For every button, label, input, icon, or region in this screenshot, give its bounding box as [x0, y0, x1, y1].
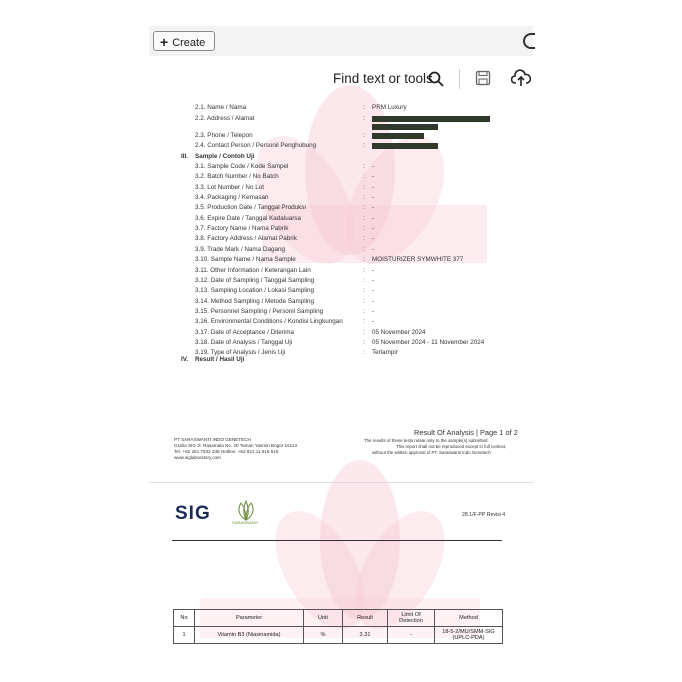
form-code: 28.1/F-PP Revisi 4 [462, 512, 506, 518]
company-phone: Tel. +62 251 7532 348 Hotline. +62 821 11 516 516 [174, 449, 279, 454]
header-rule [172, 540, 502, 541]
cell-no: 1 [174, 627, 195, 644]
sample-field-value: - [372, 245, 375, 253]
colon: : [363, 183, 365, 191]
sample-field-label: 3.18. Date of Analysis / Tanggal Uji [195, 338, 293, 346]
colon: : [363, 115, 365, 122]
company-name: PT SARASWANTI INDO GENETECH [174, 437, 251, 442]
toolbar-divider [459, 69, 460, 89]
colon: : [363, 173, 365, 181]
cloud-upload-icon[interactable] [511, 69, 531, 87]
sample-field-value: 05 November 2024 [372, 328, 426, 336]
colon: : [363, 256, 365, 264]
sample-field-label: 3.6. Expire Date / Tanggal Kadaluarsa [195, 214, 301, 222]
sample-field-value: - [372, 266, 375, 274]
sample-field-label: 3.1. Sample Code / Kode Sampel [195, 163, 289, 170]
sample-field-value: - [372, 173, 375, 181]
company-address: Graha SIG Jl. Rasamala No. 20 Taman Yasmin Bogor 16113 [174, 443, 297, 448]
section-title: Sample / Contoh Uji [195, 153, 255, 160]
col-method: Method [435, 610, 503, 627]
sample-field-value: - [372, 297, 375, 305]
search-icon[interactable] [428, 71, 444, 87]
sample-field-value: - [372, 214, 375, 222]
col-unit: Unit [304, 610, 343, 627]
colon: : [363, 297, 365, 305]
sample-field-label: 3.12. Date of Sampling / Tanggal Sampling [195, 276, 315, 284]
colon: : [363, 194, 365, 202]
company-website: www.siglaboratory.com [174, 455, 221, 460]
colon: : [363, 349, 365, 357]
footer-note: This report shall not be reproduced except in full context, [396, 444, 507, 449]
results-table [173, 609, 503, 644]
sample-field-value: - [372, 276, 375, 284]
sample-field-label: 3.19. Type of Analysis / Jenis Uji [195, 349, 286, 357]
colon: : [363, 214, 365, 222]
sample-field-value: - [372, 163, 375, 170]
colon: : [363, 338, 365, 346]
sample-field-label: 3.4. Packaging / Kemasan [195, 194, 269, 202]
cell-unit: % [304, 627, 343, 644]
sample-field-label: 3.10. Sample Name / Nama Sample [195, 256, 296, 264]
create-label: Create [172, 37, 206, 49]
col-parameter: Parameter [195, 610, 304, 627]
colon: : [363, 142, 365, 149]
footer-note: The results of these tests relate only to the sample(s) submitted. [364, 438, 489, 443]
profile-icon[interactable] [523, 33, 535, 49]
sample-field-value: 05 November 2024 - 11 November 2024 [372, 338, 485, 346]
colon: : [363, 132, 365, 139]
sample-field-label: 3.13. Sampling Location / Lokasi Sampling [195, 287, 315, 295]
colon: : [363, 307, 365, 315]
colon: : [363, 276, 365, 284]
cell-method: 18-5-2/MU/SMM-SIG (UPLC-PDA) [435, 627, 503, 644]
page-footer-title: Result Of Analysis | Page 1 of 2 [414, 428, 518, 437]
plus-icon: + [160, 34, 169, 50]
field-name: 2.1. Name / Nama [195, 104, 247, 111]
sample-field-value: - [372, 307, 375, 315]
col-lod: Limit Of Detection [388, 610, 435, 627]
save-icon[interactable] [475, 70, 491, 86]
saraswanti-label: SARASWANTI [232, 520, 259, 525]
cell-result: 3.31 [343, 627, 388, 644]
col-result: Result [343, 610, 388, 627]
colon: : [363, 266, 365, 274]
redacted-phone [372, 133, 424, 139]
find-text-label[interactable]: Find text or tools [333, 71, 433, 86]
sample-field-value: - [372, 194, 375, 202]
section-number: IV. [181, 356, 189, 363]
sample-field-value: - [372, 287, 375, 295]
sample-field-value: - [372, 225, 375, 233]
page-separator [149, 482, 533, 483]
redacted-contact [372, 143, 438, 149]
create-button[interactable] [153, 31, 215, 51]
sample-field-label: 3.15. Personnel Sampling / Personil Sampling [195, 307, 324, 315]
sample-field-label: 3.3. Lot Number / No Lot [195, 183, 264, 191]
col-no: No [174, 610, 195, 627]
sample-field-label: 3.7. Factory Name / Nama Pabrik [195, 225, 289, 233]
redacted-address [372, 116, 490, 122]
colon: : [363, 287, 365, 295]
field-name-value: PRM Luxury [372, 104, 407, 111]
sample-field-value: - [372, 235, 375, 243]
colon: : [363, 204, 365, 212]
footer-note: without the written approval of PT. Saraswanti Indo Genetech [372, 450, 491, 455]
cell-parameter: Vitamin B3 (Niasinamida) [195, 627, 304, 644]
table-row [174, 627, 503, 644]
section-number: III. [181, 153, 188, 160]
secondary-toolbar [149, 58, 533, 100]
watermark-band [262, 205, 487, 263]
sample-field-value: - [372, 204, 375, 212]
field-contact: 2.4. Contact Person / Personil Penghubung [195, 142, 317, 149]
sample-field-value: Terlampir [372, 349, 398, 357]
colon: : [363, 163, 365, 170]
sample-field-label: 3.16. Environmental Conditions / Kondisi Lingkungan [195, 318, 343, 326]
sig-logo: SIG [175, 503, 211, 524]
field-phone: 2.3. Phone / Telepon [195, 132, 253, 139]
sample-field-label: 3.9. Trade Mark / Nama Dagang [195, 245, 285, 253]
sample-field-label: 3.2. Batch Number / No Batch [195, 173, 279, 181]
sample-field-label: 3.11. Other Information / Keterangan Lain [195, 266, 311, 274]
field-address: 2.2. Address / Alamat [195, 115, 255, 122]
sample-field-value: - [372, 183, 375, 191]
sample-field-label: 3.17. Date of Acceptance / Diterima [195, 328, 295, 336]
sample-field-label: 3.14. Method Sampling / Metode Sampling [195, 297, 315, 305]
saraswanti-leaf-icon [233, 500, 259, 522]
cell-lod: - [388, 627, 435, 644]
colon: : [363, 328, 365, 336]
section-title: Result / Hasil Uji [195, 356, 245, 363]
table-header-row [174, 610, 503, 627]
sample-field-label: 3.5. Production Date / Tanggal Produksi [195, 204, 306, 212]
colon: : [363, 235, 365, 243]
redacted-address-2 [372, 124, 438, 130]
sample-field-value: MOISTURIZER SYMWHITE 377 [372, 256, 464, 264]
colon: : [363, 318, 365, 326]
top-toolbar [149, 26, 533, 56]
sample-field-label: 3.8. Factory Address / Alamat Pabrik [195, 235, 297, 243]
sample-field-value: - [372, 318, 375, 326]
colon: : [363, 225, 365, 233]
colon: : [363, 245, 365, 253]
colon: : [363, 104, 365, 111]
